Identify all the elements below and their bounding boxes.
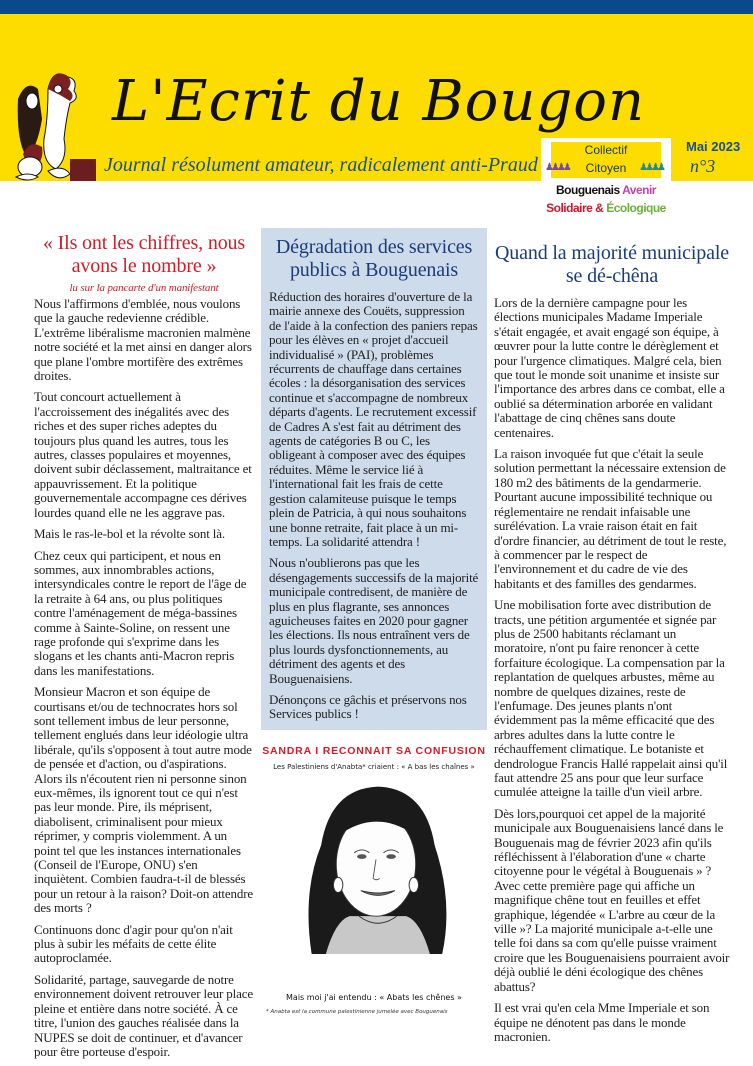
article-paragraph: Dès lors,pourquoi cet appel de la majorité municipale aux Bouguenaisiens lancé dans le Bouguenais mag de février 2023 afin qu'ils réfléchissent à l'élaboration d'une « charte citoyenne pour le végétal à Bouguenais » ? Avec cette première page qui affiche un magnifique chêne tout en feuilles et effet graphique, légendée « L'arbre au cœur de la ville »? La majorité municipale a-t-elle une telle foi dans sa com qu'elle puisse vraiment croire que les Bouguenaisiens pourraient avoir déjà oublié le déni écologique des chênes abattus? <box>494 805 730 994</box>
article-paragraph: Une mobilisation forte avec distribution de tracts, une pétition argumentée et signée par plus de 2500 habitants réclamant un moratoire, n'ont pu faire renoncer à cette forfaiture écologique. La compensation par la replantation de quelques arbustes, même au nombre de quelques dizaines, reste de l'enfumage. Des jeunes plants n'ont évidemment pas la même efficacité que des arbres adultes dans la lutte contre le réchauffement climatique. Le botaniste et dendrologue Francis Hallé rappelait ainsi qu'il faut attendre 25 ans pour que leur surface cumulée atteigne la taille d'un vieil arbre. <box>494 597 728 800</box>
article-paragraph: Dénonçons ce gâchis et préservons nos Services publics ! <box>269 691 467 722</box>
article-paragraph: Nous n'oublierons pas que les désengagements successifs de la majorité municipale contredisent, de manière de plus en plus flagrante, ses annonces aguicheuses faites en 2020 pour gagner les élections. Ils nous entraînent vers de plus lourds dysfonctionnements, au détriment des agents et des Bouguenaisiens. <box>269 555 479 686</box>
article-chiffres-nombre <box>34 228 254 1066</box>
article-paragraph: Il est vrai qu'en cela Mme Imperiale et son équipe ne dénotent pas dans le monde macronien. <box>494 1000 710 1044</box>
issue-date: Mai 2023 <box>686 139 741 154</box>
article-paragraph: Solidarité, partage, sauvegarde de notre environnement doivent retrouver leur place pleine et entière dans notre société. À ce titre, l'union des gauches réalisée dans la NUPES se doit de continuer, et d'avancer pour être porteuse d'espoir. <box>34 971 253 1059</box>
article-paragraph: Tout concourt actuellement à l'accroissement des inégalités avec des riches et des super riches adeptes du toujours plus quand les autres, tous les autres, classes populaires et moyennes, doivent subir déclassement, maltraitance et appauvrissement. Et la politique gouvernementale accompagne ces dérives lourdes quand elle ne les aggrave pas. <box>34 389 252 520</box>
collectif-citoyen-logo <box>541 138 671 222</box>
partner-line-1 <box>541 182 671 198</box>
ampersand: & <box>595 201 604 215</box>
article-paragraph: Réduction des horaires d'ouverture de la mairie annexe des Couëts, suppression de l'aide à la confection des paniers repas pour les élèves en « projet d'accueil individualisé » (PAI), problèmes récurrents de chauffage dans certaines écoles : la désorganisation des services continue et s'accompagne de nombreux départs d'agents. Le recrutement excessif de Cadres A s'est fait au détriment des agents de catégories B ou C, les obligeant à composer avec des équipes réduites. Même le service lié à l'international fait les frais de cette gestion calamiteuse puisque le temps plein de Patricia, à qui nous souhaitons une bonne retraite, fait place à un mi-temps. La solidarité attendra ! <box>269 289 478 549</box>
caricature-portrait-icon <box>288 779 463 954</box>
article-paragraph: Monsieur Macron et son équipe de courtisans et/ou de technocrates hors sol sont tellement imbus de leur personne, tellement englués dans leur idéologie ultra libérale, qu'ils s'opposent à tout autre mode de pensée et d'action, ou d'aspirations. Alors ils n'écoutent rien ni personne sinon eux-mêmes, ils ignorent tout ce qui n'est pas leur monde. Pire, ils méprisent, diabolisent, criminalisent pour mieux réprimer, y compris violemment. A un point tel que les instances internationales (Conseil de l'Europe, ONU) s'en inquiètent. Combien faudra-t-il de blessés pour un retour à la raison? Doit-on attendre des morts ? <box>34 684 254 916</box>
article-heading: Quand la majorité municipale se dé-chêna <box>494 242 730 287</box>
cartoon-caption-top: Les Palestiniens d'Anabta* criaient : « A bas les chaînes » <box>273 763 475 771</box>
article-services-publics <box>267 228 481 730</box>
article-heading: Dégradation des services publics à Bouguenais <box>275 236 473 281</box>
partner-line-2 <box>541 200 671 216</box>
article-majorite-dechena <box>494 228 730 1051</box>
avenir-word: Avenir <box>622 183 656 197</box>
solidaire-word: Solidaire <box>546 201 593 215</box>
cartoon-title: SANDRA I RECONNAIT SA CONFUSION <box>262 745 486 757</box>
top-color-bar <box>0 0 753 14</box>
people-figures-icon: ♟♟♟♟ <box>545 162 569 173</box>
ecologique-word: Écologique <box>606 201 666 215</box>
article-paragraph: La raison invoquée fut que c'était la seule solution permettant la nécessaire extension de 180 m2 des bâtiments de la gendarmerie. Pourtant aucune impossibilité technique ou réglementaire ne rendait infaisable une surélévation. La vraie raison était en fait d'ordre financier, au détriment de tout le reste, à commencer par le respect de l'environnement et du cadre de vie des habitants et des familles des gendarmes. <box>494 446 727 591</box>
newspaper-subtitle: Journal résolument amateur, radicalement anti-Praud <box>104 154 538 176</box>
cartoon-footnote: * Anabta est la commune palestinienne jumelée avec Bouguenais <box>266 1009 448 1015</box>
people-figures-icon: ♟♟♟♟ <box>639 162 663 173</box>
article-paragraph: Lors de la dernière campagne pour les élections municipales Madame Imperiale s'était engagée, et avait engagé son équipe, à œuvrer pour la lutte contre le dérèglement et pour l'urgence climatiques. Malgré cela, bien que tout le monde soit unanime et insiste sur l'importance des arbres dans ce combat, elle a oublié sa détermination arborée en validant l'abattage de cinq chênes sans doute centenaires. <box>494 295 725 440</box>
collectif-label: Collectif <box>584 143 628 157</box>
cartoon-caption-bottom: Mais moi j'ai entendu : « Abats les chênes » <box>286 993 462 1002</box>
issue-number: n°3 <box>690 156 716 176</box>
services-publics-box <box>261 228 487 730</box>
article-paragraph: Continuons donc d'agir pour qu'on n'ait plus à subir les méfaits de cette élite autoproclamée. <box>34 921 233 966</box>
article-paragraph: Mais le ras-le-bol et la révolte sont là. <box>34 526 225 542</box>
article-heading: « Ils ont les chiffres, nous avons le nombre » <box>42 232 246 277</box>
newspaper-title: L'Ecrit du Bougon <box>112 69 646 134</box>
citoyen-label: Citoyen <box>585 161 627 175</box>
article-paragraph: Chez ceux qui participent, et nous en sommes, aux innombrables actions, intersyndicales contre le report de l'âge de la retraite à 64 ans, ou plus politiques contre l'aménagement de méga-bassines comme à Sainte-Soline, on ressent une rage profonde qui s'exprime dans les slogans et les chants anti-Macron repris dans les manifestations. <box>34 547 247 678</box>
cartoon <box>258 745 490 1015</box>
article-paragraph: Nous l'affirmons d'emblée, nous voulons que la gauche redevienne crédible. L'extrême libéralisme macronien malmène notre société et la met ainsi en danger alors que plane l'ombre mortifère des extrêmes droites. <box>34 296 252 384</box>
rooster-logo-icon <box>8 59 98 184</box>
bouguenais-word: Bouguenais <box>556 183 620 197</box>
article-byline: lu sur la pancarte d'un manifestant <box>69 282 219 294</box>
